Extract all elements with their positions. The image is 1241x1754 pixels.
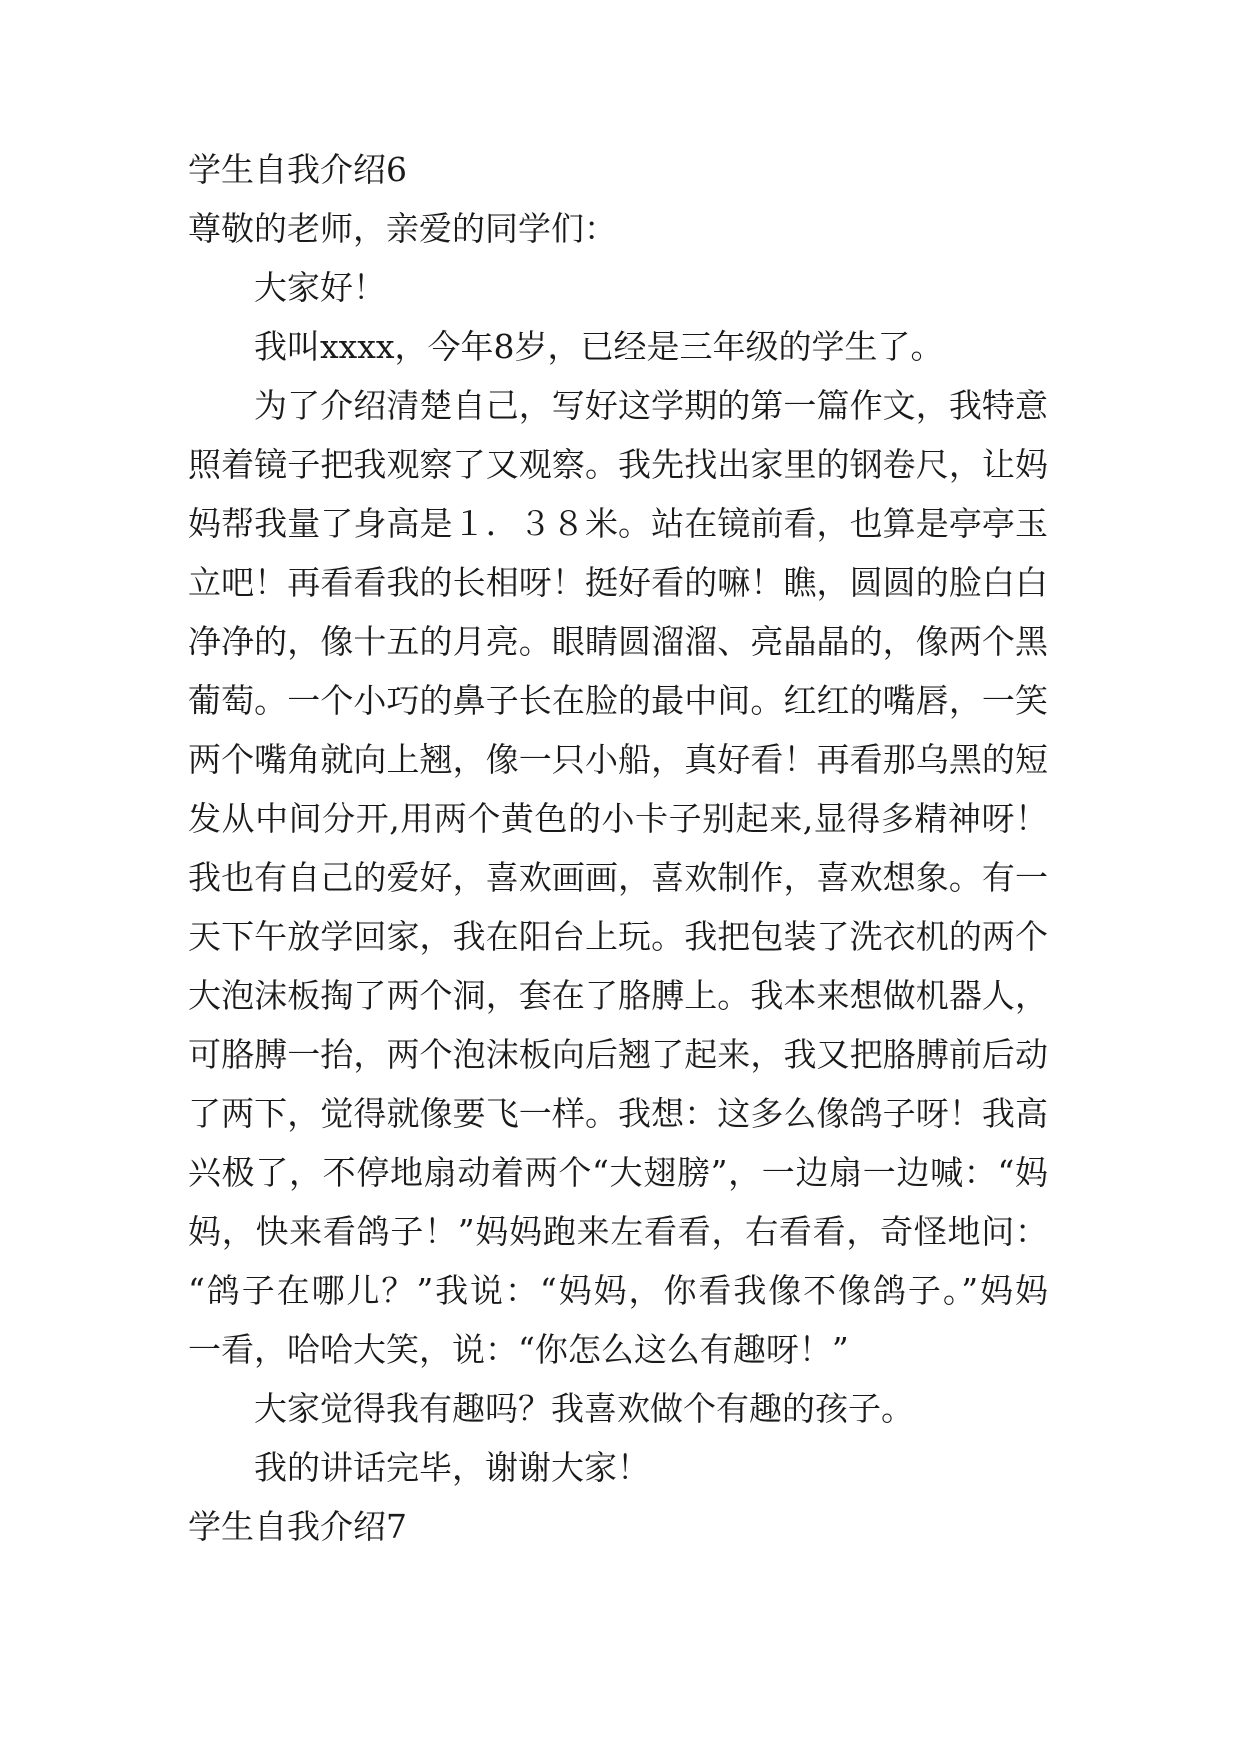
paragraph-line: 我叫xxxx，今年8岁，已经是三年级的学生了。 [254,327,944,366]
section-heading: 学生自我介绍6 [188,150,407,189]
paragraph-line: “鸽子在哪儿？”我说：“妈妈，你看我像不像鸽子。”妈妈 [188,1271,1048,1310]
paragraph-line: 妈帮我量了身高是１．３８米。站在镜前看，也算是亭亭玉 [188,504,1048,543]
paragraph-line: 发从中间分开,用两个黄色的小卡子别起来,显得多精神呀！ [188,799,1048,838]
salutation: 尊敬的老师，亲爱的同学们： [188,209,617,248]
paragraph-line: 立吧！再看看我的长相呀！挺好看的嘛！瞧，圆圆的脸白白 [188,563,1048,602]
closing-line: 我的讲话完毕，谢谢大家！ [254,1448,650,1487]
paragraph-line: 大泡沫板掏了两个洞，套在了胳膊上。我本来想做机器人， [188,976,1048,1015]
greeting: 大家好！ [254,268,386,307]
paragraph-line: 了两下，觉得就像要飞一样。我想：这多么像鸽子呀！我高 [188,1094,1048,1133]
paragraph-line: 净净的，像十五的月亮。眼睛圆溜溜、亮晶晶的，像两个黑 [188,622,1048,661]
paragraph-line: 为了介绍清楚自己，写好这学期的第一篇作文，我特意 [254,386,1048,425]
closing-line: 大家觉得我有趣吗？我喜欢做个有趣的孩子。 [254,1389,914,1428]
paragraph-line: 天下午放学回家，我在阳台上玩。我把包装了洗衣机的两个 [188,917,1048,956]
paragraph-line: 我也有自己的爱好，喜欢画画，喜欢制作，喜欢想象。有一 [188,858,1048,897]
paragraph-line: 可胳膊一抬，两个泡沫板向后翘了起来，我又把胳膊前后动 [188,1035,1048,1074]
paragraph-line: 一看，哈哈大笑，说：“你怎么这么有趣呀！” [188,1330,849,1369]
paragraph-line: 妈，快来看鸽子！”妈妈跑来左看看，右看看，奇怪地问： [188,1212,1048,1251]
paragraph-line: 照着镜子把我观察了又观察。我先找出家里的钢卷尺，让妈 [188,445,1048,484]
paragraph-line: 两个嘴角就向上翘，像一只小船，真好看！再看那乌黑的短 [188,740,1048,779]
paragraph-line: 兴极了，不停地扇动着两个“大翅膀”，一边扇一边喊：“妈 [188,1153,1048,1192]
paragraph-line: 葡萄。一个小巧的鼻子长在脸的最中间。红红的嘴唇，一笑 [188,681,1048,720]
section-heading: 学生自我介绍7 [188,1507,407,1546]
